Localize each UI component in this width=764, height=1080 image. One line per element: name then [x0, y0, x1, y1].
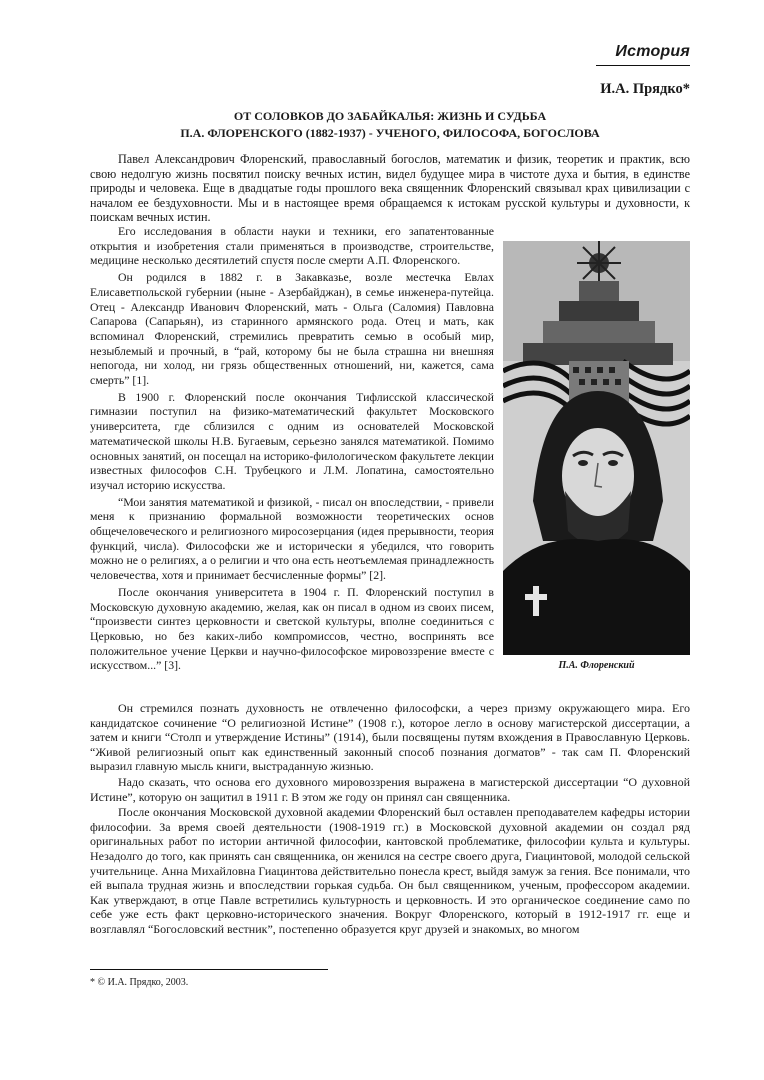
- article-title: [90, 108, 690, 142]
- bottom-text: [90, 701, 690, 938]
- paragraph: Павел Александрович Флоренский, православный богослов, математик и физик, теоретик и практик, всю свою недолгую жизнь посвятил поиску вечных истин, видел будущее мира в чистоте духа и бытия, в единстве природы и человека. Еще в двадцатые годы прошлого века священник Флоренский связывал крах цивилизации с началом ее бездуховности. Мы и в настоящее время обращаемся к истокам русской культуры и духовности, к поискам вечных истин.: [90, 152, 690, 225]
- paragraph: Он стремился познать духовность не отвлеченно философски, а через призму окружающего мира. Его кандидатское сочинение “О религиозной Истине” (1908 г.), которое легло в основу магистерской диссертации, а затем и книги “Столп и утверждение Истины” (1914), были посвящены путям вхождения в Православную Церковь. “Живой религиозный опыт как единственный законный способ познания догматов” - так сам П. Флоренский выразил главную мысль книги, выстраданную жизнью.: [90, 701, 690, 774]
- title-line-1: ОТ СОЛОВКОВ ДО ЗАБАЙКАЛЬЯ: ЖИЗНЬ И СУДЬБА: [233, 109, 547, 123]
- paragraph: Он родился в 1882 г. в Закавказье, возле местечка Евлах Елисаветпольской губернии (ныне - Азербайджан), в семье инженера-путейца. Отец - Александр Иванович Флоренский, мать - Ольга (Саломия) Павловна Сапарова (Сапарьян), из старинного армянского рода. Отец и мать, как вспоминал Флоренский, стремились превратить семью в особый мир, незыблемый и прочный, в “рай, которому бы не была страшна ни внешняя непогода, ни холод, ни грязь общественных отношений, ни, кажется, сама смерть” [1].: [90, 270, 494, 388]
- paragraph: Его исследования в области науки и техники, его запатентованные открытия и изобретения стали применяться в производстве, строительстве, медицине несколько десятилетий спустя после смерти А.П. Флоренского.: [90, 224, 494, 268]
- paragraph: После окончания университета в 1904 г. П. Флоренский поступил в Московскую духовную академию, желая, как он писал в одном из своих писем, “произвести синтез церковности и светской культуры, вполне соединиться с Церковью, но без каких-либо компромиссов, честно, воспринять все положительное учение Церкви и научно-философское мировоззрение вместе с искусством...” [3].: [90, 584, 494, 673]
- paragraph: Надо сказать, что основа его духовного мировоззрения выражена в магистерской диссертации “О духовной Истине”, которую он защитил в 1911 г. В этом же году он принял сан священника.: [90, 774, 690, 804]
- paragraph: “Мои занятия математикой и физикой, - писал он впоследствии, - привели меня к признанию формальной возможности теоретических основ общечеловеческого и религиозного миросозерцания (идея прерывности, теория функций, числа). Философски же и исторически я убедился, что говорить можно не о религиях, а о религии и что она есть неотъемлемая принадлежность человечества, хотя и принимает бесчисленные формы” [2].: [90, 494, 494, 583]
- paragraph: В 1900 г. Флоренский после окончания Тифлисской классической гимназии поступил на физико-математический факультет Московского университета, где сблизился с одним из основателей Московской математической школы Н.В. Бугаевым, серьезно занялся математикой. Помимо основных занятий, он посещал на историко-филологическом факультете лекции известных философов С.Н. Трубецкого и Л.М. Лопатина, самостоятельно изучал историю искусства.: [90, 389, 494, 492]
- paragraph: После окончания Московской духовной академии Флоренский был оставлен преподавателем кафедры истории философии. За время своей деятельности (1908-1919 гг.) в Московской духовной академии он создал ряд оригинальных работ по истории античной философии, кантовской проблематике, философии культа и культуры. Незадолго до того, как принять сан священника, он женился на сестре своего друга, Гиацинтовой, молодой сельской учительнице. Анна Михайловна Гиацинтова действительно понесла крест, выйдя замуж за гения. Все понимали, что ей выпала трудная жизнь и впоследствии горькая судьба. Он был священником, ученым, профессором академии. Как утверждают, в отце Павле встретились культурность и церковность. И это органическое соединение само по себе уже есть факт церковно-исторического значения. Вокруг Флоренского, который в 1912-1917 гг. еще и возглавлял “Богословский вестник”, постепенно образуется круг друзей и знакомых, во многом: [90, 805, 690, 936]
- portrait-caption: П.А. Флоренский: [558, 660, 635, 671]
- left-column: [90, 224, 494, 675]
- title-line-2: П.А. ФЛОРЕНСКОГО (1882-1937) - УЧЕНОГО, ФИЛОСОФА, БОГОСЛОВА: [180, 126, 600, 140]
- header-rule: [596, 65, 690, 66]
- author-name: И.А. Прядко*: [600, 81, 690, 97]
- footnote-rule: [90, 969, 328, 970]
- section-label: История: [615, 43, 690, 60]
- portrait-image: [503, 241, 690, 655]
- footnote: * © И.А. Прядко, 2003.: [90, 977, 189, 988]
- lead-paragraph: [90, 152, 690, 225]
- portrait-illustration: [503, 241, 690, 655]
